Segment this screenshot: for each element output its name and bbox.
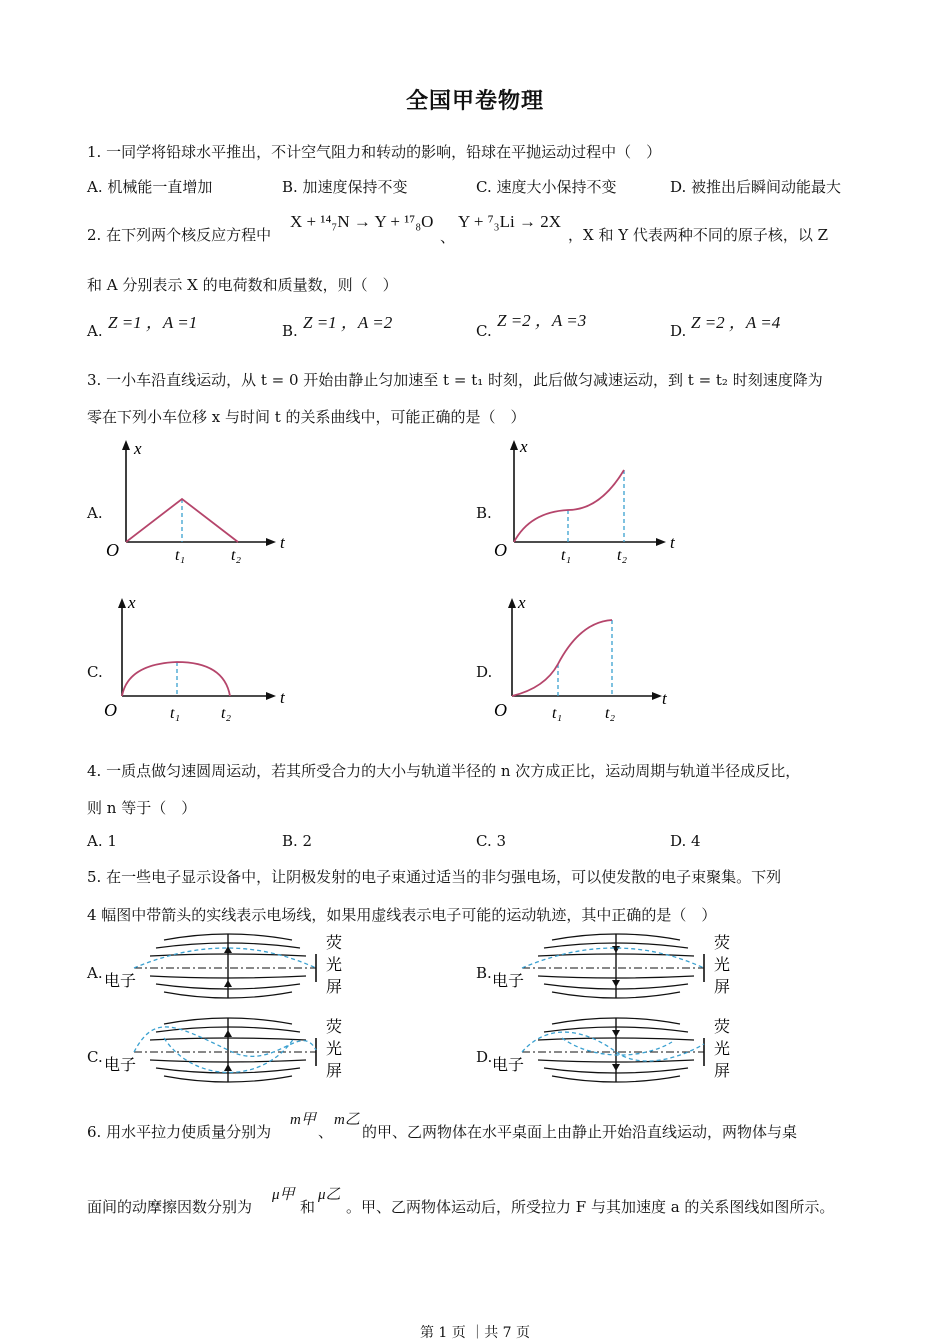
q2-stem-start: 2. 在下列两个核反应方程中 <box>87 226 272 244</box>
q1-stem: 1. 一同学将铅球水平推出，不计空气阻力和转动的影响，铅球在平抛运动过程中（ ） <box>87 143 662 161</box>
y-axis-arrow <box>508 598 516 608</box>
x-axis-label: t <box>280 533 285 552</box>
q1-option-c: C. 速度大小保持不变 <box>476 178 617 196</box>
x-axis-arrow <box>656 538 666 546</box>
q4-option-b: B. 2 <box>282 832 313 850</box>
t1-label: t₁ <box>552 705 563 722</box>
screen-label-2: 光 <box>326 957 343 974</box>
q2-option-c: Z =2 ，A =3 <box>497 311 587 330</box>
screen-label-3: 屏 <box>714 979 731 996</box>
q2-option-d-letter: D. <box>670 322 687 340</box>
q6-separator: 、 <box>318 1123 334 1141</box>
origin-label: O <box>494 700 507 720</box>
field-arrow-1 <box>224 1030 232 1037</box>
q5-option-b-letter: B. <box>476 964 492 982</box>
screen-label-3: 屏 <box>714 1063 731 1080</box>
q3-line1: 3. 一小车沿直线运动，从 t = 0 开始由静止匀加速至 t = t₁ 时刻，此后做匀减速运动，到 t = t₂ 时刻速度降为 <box>87 371 823 389</box>
x-axis-label: t <box>662 689 667 708</box>
x-t-curve <box>122 662 230 696</box>
q2-option-b: Z =1 ，A =2 <box>303 313 393 332</box>
q5-option-d-letter: D. <box>476 1048 493 1066</box>
q4-option-c: C. 3 <box>476 832 507 850</box>
q2-option-c-letter: C. <box>476 322 492 340</box>
t2-label: t₂ <box>617 547 628 564</box>
q4-line2: 则 n 等于（ ） <box>87 799 197 817</box>
electron-label: 电子 <box>492 973 525 990</box>
q5-option-c-letter: C. <box>87 1048 103 1066</box>
screen-label-3: 屏 <box>326 1063 343 1080</box>
screen-label-2: 光 <box>326 1041 343 1058</box>
q1-option-a: A. 机械能一直增加 <box>87 178 213 196</box>
q6-mass-1: m甲 <box>290 1112 316 1128</box>
origin-label: O <box>104 700 117 720</box>
y-axis-arrow <box>510 440 518 450</box>
q4-option-a: A. 1 <box>87 832 117 850</box>
field-arrow-1 <box>612 946 620 953</box>
q2-option-b-letter: B. <box>282 322 298 340</box>
t1-label: t₁ <box>175 547 186 564</box>
q6-and: 和 <box>300 1198 316 1216</box>
trajectory-upper <box>134 948 316 968</box>
screen-label-1: 荧 <box>714 935 731 952</box>
t1-label: t₁ <box>170 705 181 722</box>
x-axis-label: t <box>280 688 285 707</box>
q3-option-d-letter: D. <box>476 663 493 681</box>
q3-graph-b <box>490 432 690 570</box>
q5-diagram-a <box>104 930 354 1002</box>
x-axis-arrow <box>652 692 662 700</box>
q3-graph-c <box>100 590 300 728</box>
q2-option-a: Z =1 ，A =1 <box>108 313 198 332</box>
q2-option-d: Z =2 ，A =4 <box>691 313 781 332</box>
field-arrow-2 <box>224 1064 232 1071</box>
q2-option-a-letter: A. <box>87 322 103 340</box>
q6-mu-1: μ甲 <box>272 1187 295 1203</box>
q3-option-b-letter: B. <box>476 504 492 522</box>
trajectory-upper <box>522 948 704 968</box>
q5-diagram-c <box>104 1014 354 1086</box>
q3-option-c-letter: C. <box>87 663 103 681</box>
q6-mass-2: m乙 <box>334 1112 360 1128</box>
t2-label: t₂ <box>605 705 616 722</box>
page-title: 全国甲卷物理 <box>405 88 544 114</box>
x-axis-arrow <box>266 538 276 546</box>
field-arrow-2 <box>612 1064 620 1071</box>
q6-mu-2: μ乙 <box>318 1187 341 1203</box>
q3-line2: 零在下列小车位移 x 与时间 t 的关系曲线中，可能正确的是（ ） <box>87 408 526 426</box>
q5-line1: 5. 在一些电子显示设备中，让阴极发射的电子束通过适当的非匀强电场，可以使发散的电子束聚集。下列 <box>87 868 782 886</box>
q2-separator: 、 <box>440 228 456 246</box>
screen-label-3: 屏 <box>326 979 343 996</box>
screen-label-1: 荧 <box>714 1019 731 1036</box>
y-axis-label: x <box>520 437 528 456</box>
q3-option-a-letter: A. <box>87 504 103 522</box>
q2-stem-end: ，X 和 Y 代表两种不同的原子核，以 Z <box>568 226 829 244</box>
y-axis-label: x <box>134 439 142 458</box>
q5-line2: 4 幅图中带箭头的实线表示电场线，如果用虚线表示电子可能的运动轨迹，其中正确的是（ ） <box>87 906 717 924</box>
screen-label-1: 荧 <box>326 1019 343 1036</box>
q2-stem-line2: 和 A 分别表示 X 的电荷数和质量数，则（ ） <box>87 276 398 294</box>
screen-label-2: 光 <box>714 1041 731 1058</box>
field-arrow-2 <box>612 980 620 987</box>
y-axis-label: x <box>518 593 526 612</box>
q3-graph-a <box>100 432 300 570</box>
q1-option-b: B. 加速度保持不变 <box>282 178 408 196</box>
field-arrow-1 <box>224 946 232 953</box>
x-axis-arrow <box>266 692 276 700</box>
origin-label: O <box>494 540 507 560</box>
electron-label: 电子 <box>104 973 137 990</box>
x-t-curve <box>514 470 624 542</box>
q1-option-d: D. 被推出后瞬间动能最大 <box>670 178 842 196</box>
q6-line2-end: 。甲、乙两物体运动后，所受拉力 F 与其加速度 a 的关系图线如图所示。 <box>346 1198 835 1216</box>
x-axis-label: t <box>670 533 675 552</box>
electron-label: 电子 <box>492 1057 525 1074</box>
y-axis-arrow <box>122 440 130 450</box>
q4-line1: 4. 一质点做匀速圆周运动，若其所受合力的大小与轨道半径的 n 次方成正比，运动周期与轨道半径成反比， <box>87 762 801 780</box>
screen-label-2: 光 <box>714 957 731 974</box>
field-arrow-1 <box>612 1030 620 1037</box>
origin-label: O <box>106 540 119 560</box>
q4-option-d: D. 4 <box>670 832 701 850</box>
q6-line1-start: 6. 用水平拉力使质量分别为 <box>87 1123 272 1141</box>
field-arrow-2 <box>224 980 232 987</box>
q5-diagram-b <box>492 930 742 1002</box>
q2-equation-2: Y + ⁷₃Li → 2X <box>458 212 561 231</box>
y-axis-label: x <box>128 593 136 612</box>
x-t-curve <box>512 620 612 696</box>
q5-diagram-d <box>492 1014 742 1086</box>
t2-label: t₂ <box>231 547 242 564</box>
q5-option-a-letter: A. <box>87 964 103 982</box>
page-footer: 第 1 页 ｜共 7 页 <box>419 1325 531 1341</box>
y-axis-arrow <box>118 598 126 608</box>
t1-label: t₁ <box>561 547 572 564</box>
q6-line1-end: 的甲、乙两物体在水平桌面上由静止开始沿直线运动，两物体与桌 <box>362 1123 798 1141</box>
q2-equation-1: X + ¹⁴₇N → Y + ¹⁷₈O <box>290 212 434 231</box>
q3-graph-d <box>490 590 690 728</box>
electron-label: 电子 <box>104 1057 137 1074</box>
screen-label-1: 荧 <box>326 935 343 952</box>
t2-label: t₂ <box>221 705 232 722</box>
q6-line2-start: 面间的动摩擦因数分别为 <box>87 1198 253 1216</box>
trajectory-upper <box>522 1032 704 1061</box>
